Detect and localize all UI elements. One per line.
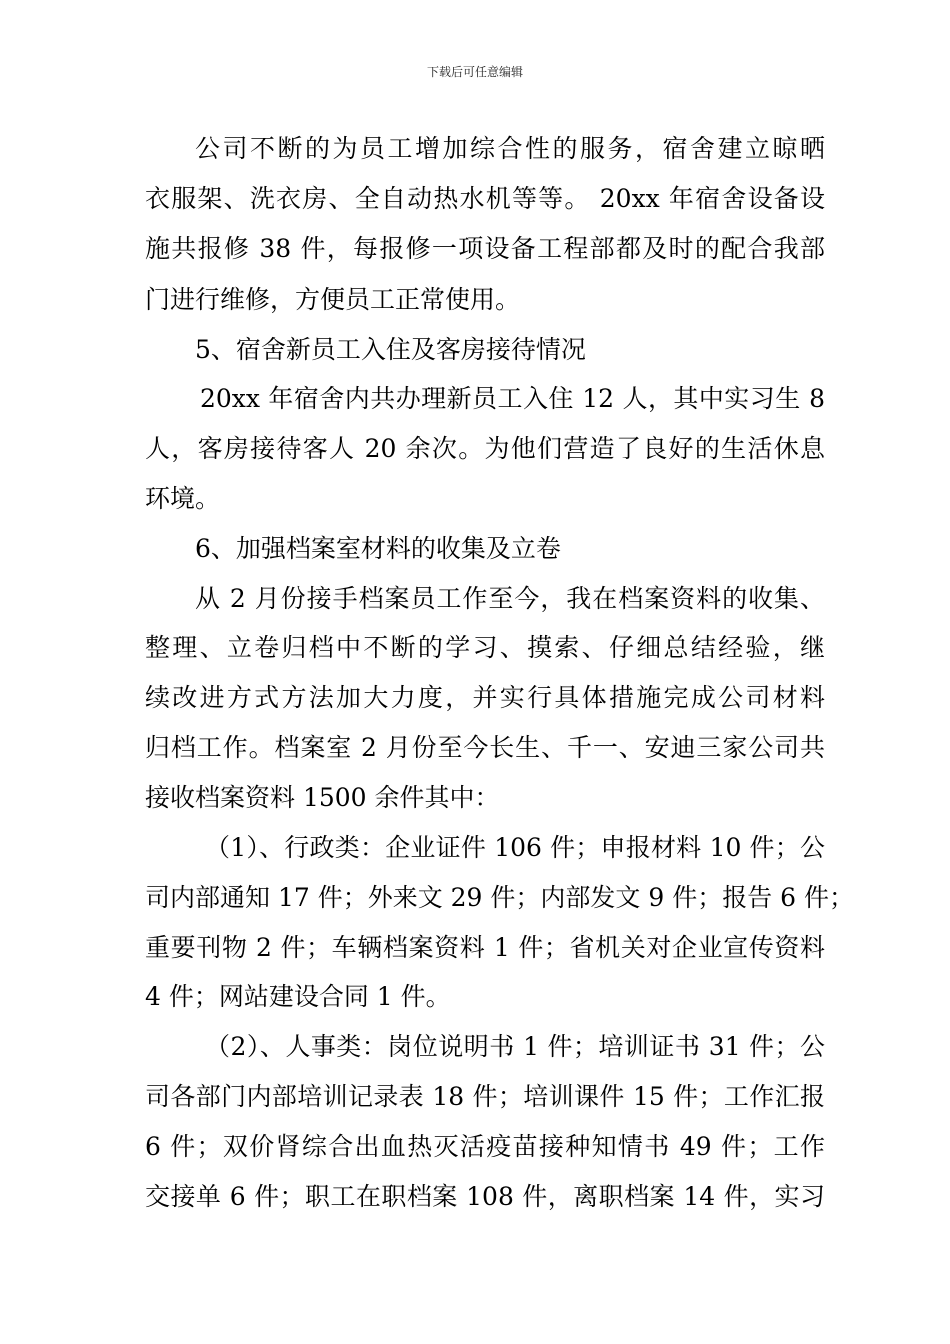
section-heading: 6、加强档案室材料的收集及立卷 xyxy=(195,534,561,563)
list-item-line: 6 件；双价肾综合出血热灭活疫苗接种知情书 49 件；工作 xyxy=(145,1132,825,1161)
page-header-note: 下载后可任意编辑 xyxy=(426,65,523,79)
section-heading: 5、宿舍新员工入住及客房接待情况 xyxy=(195,335,586,364)
paragraph-line: 整理、立卷归档中不断的学习、摸索、仔细总结经验，继 xyxy=(145,633,825,662)
paragraph-line: 20xx 年宿舍内共办理新员工入住 12 人，其中实习生 8 xyxy=(200,384,825,413)
list-item-line: 4 件；网站建设合同 1 件。 xyxy=(145,982,451,1011)
paragraph-line: 衣服架、洗衣房、全自动热水机等等。 20xx 年宿舍设备设 xyxy=(145,184,825,213)
list-item-line: 司各部门内部培训记录表 18 件；培训课件 15 件；工作汇报 xyxy=(145,1082,825,1111)
list-item-line: （2）、人事类：岗位说明书 1 件；培训证书 31 件；公 xyxy=(205,1032,825,1061)
paragraph-line: 归档工作。档案室 2 月份至今长生、千一、安迪三家公司共 xyxy=(145,733,825,762)
paragraph-line: 续改进方式方法加大力度，并实行具体措施完成公司材料 xyxy=(145,683,825,712)
paragraph-line: 门进行维修，方便员工正常使用。 xyxy=(145,285,521,314)
paragraph-line: 公司不断的为员工增加综合性的服务，宿舍建立晾晒 xyxy=(195,134,825,163)
list-item-line: 交接单 6 件；职工在职档案 108 件，离职档案 14 件，实习 xyxy=(145,1182,825,1211)
list-item-line: 司内部通知 17 件；外来文 29 件；内部发文 9 件；报告 6 件； xyxy=(145,883,855,912)
paragraph-line: 人，客房接待客人 20 余次。为他们营造了良好的生活休息 xyxy=(145,434,825,463)
paragraph-line: 环境。 xyxy=(145,484,221,513)
paragraph-line: 接收档案资料 1500 余件其中： xyxy=(145,783,500,812)
list-item-line: （1）、行政类：企业证件 106 件；申报材料 10 件；公 xyxy=(205,833,825,862)
paragraph-line: 施共报修 38 件，每报修一项设备工程部都及时的配合我部 xyxy=(145,234,825,263)
paragraph-line: 从 2 月份接手档案员工作至今，我在档案资料的收集、 xyxy=(195,584,825,613)
list-item-line: 重要刊物 2 件；车辆档案资料 1 件；省机关对企业宣传资料 xyxy=(145,933,825,962)
